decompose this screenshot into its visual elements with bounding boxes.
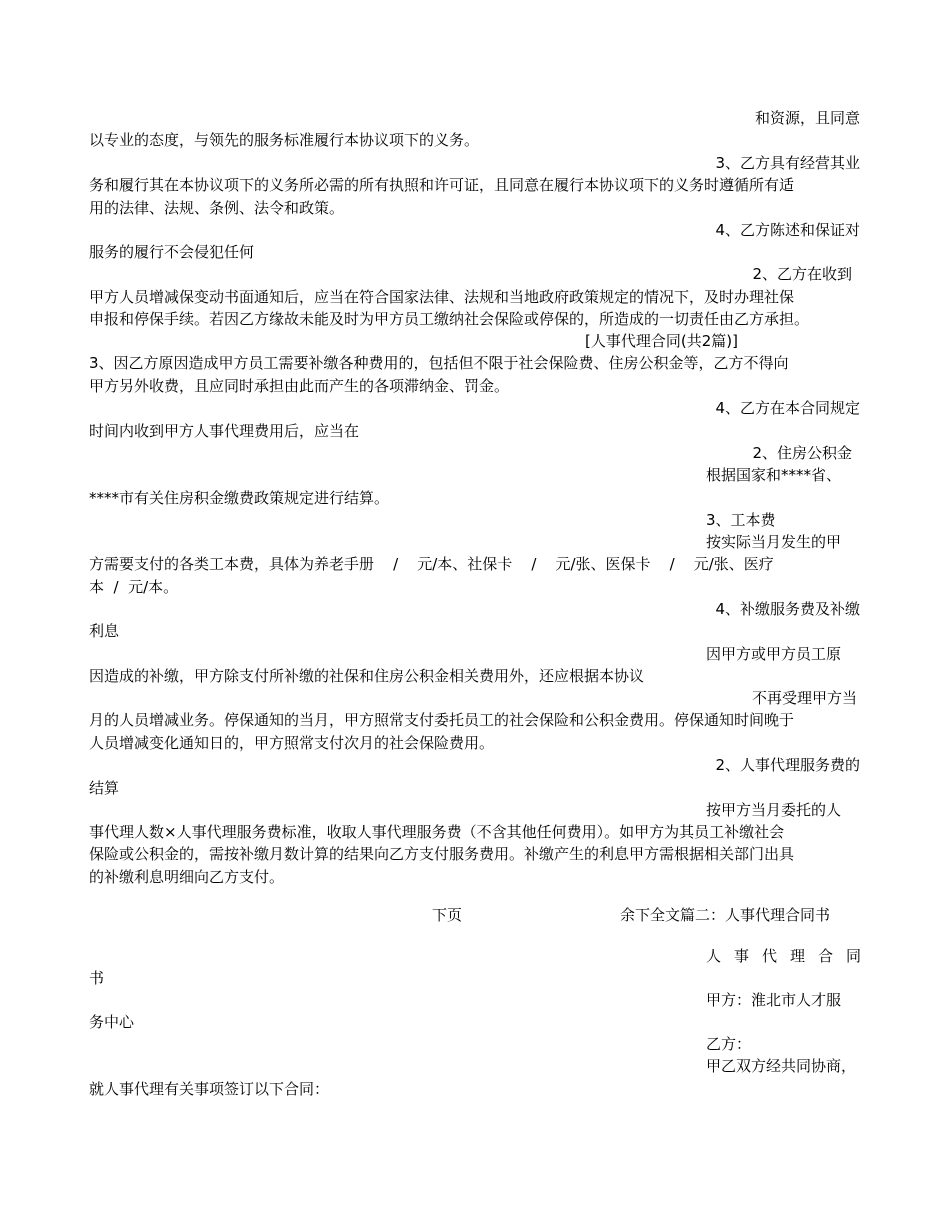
text-line: 不再受理甲方当 (751, 689, 857, 707)
text-line: 按甲方当月委托的人 (706, 801, 842, 819)
text-line: 的补缴利息明细向乙方支付。 (89, 868, 285, 886)
text-line: 方需要支付的各类工本费，具体为养老手册 / 元/本、社保卡 / 元/张、医保卡 / 元/张、医疗 (89, 555, 774, 573)
text-line: 结算 (89, 779, 120, 797)
text-line: 4、乙方在本合同规定 (715, 399, 860, 417)
contract-intro: 甲乙双方经共同协商， (706, 1057, 857, 1075)
contract-intro-continued: 就人事代理有关事项签订以下合同： (89, 1080, 330, 1098)
text-line: 利息 (89, 622, 120, 640)
text-line: 和资源，且同意 (754, 109, 860, 127)
text-line: 人员增减变化通知日的，甲方照常支付次月的社会保险费用。 (89, 734, 495, 752)
text-line: 用的法律、法规、条例、法令和政策。 (89, 199, 345, 217)
contract-title-continued: 书 (89, 969, 105, 987)
contract-title: 人事代理合同 (706, 947, 875, 965)
text-line: 3、工本费 (706, 511, 776, 529)
party-b: 乙方： (706, 1035, 752, 1053)
text-line: 甲方另外收费，且应同时承担由此而产生的各项滞纳金、罚金。 (89, 377, 510, 395)
text-line: 服务的履行不会侵犯任何 (89, 243, 255, 261)
text-line: 2、人事代理服务费的 (715, 756, 860, 774)
text-line: 月的人员增减业务。停保通知的当月，甲方照常支付委托员工的社会保险和公积金费用。停保通知时间晚于 (89, 711, 795, 729)
text-line: 3、因乙方原因造成甲方员工需要补缴各种费用的，包括但不限于社会保险费、住房公积金等，乙方不得向 (89, 354, 789, 372)
text-line: 2、乙方在收到 (752, 265, 852, 283)
text-line: 按实际当月发生的甲 (706, 533, 842, 551)
text-line: 事代理人数×人事代理服务费标准，收取人事代理服务费（不含其他任何费用）。如甲方为其员工补缴社会 (89, 823, 785, 841)
text-line: 保险或公积金的，需按补缴月数计算的结果向乙方支付服务费用。补缴产生的利息甲方需根据相关部门出具 (89, 845, 795, 863)
text-line: 4、补缴服务费及补缴 (715, 600, 860, 618)
next-page-link[interactable]: 下页 (432, 906, 463, 924)
text-line: 3、乙方具有经营其业 (715, 154, 860, 172)
text-line: 2、住房公积金 (752, 444, 852, 462)
text-line: ****市有关住房积金缴费政策规定进行结算。 (89, 489, 390, 507)
text-line: 甲方人员增减保变动书面通知后，应当在符合国家法律、法规和当地政府政策规定的情况下，及时办理社保 (89, 288, 795, 306)
text-line: 4、乙方陈述和保证对 (715, 221, 860, 239)
party-a-continued: 务中心 (89, 1013, 135, 1031)
bracket-title: [人事代理合同(共2篇)] (585, 332, 738, 350)
text-line: 本 / 元/本。 (89, 578, 179, 596)
text-line: 因甲方或甲方员工原 (706, 645, 842, 663)
text-line: 申报和停保手续。若因乙方缘故未能及时为甲方员工缴纳社会保险或停保的，所造成的一切责任由乙方承担。 (89, 310, 810, 328)
text-line: 时间内收到甲方人事代理费用后，应当在 (89, 422, 360, 440)
text-line: 因造成的补缴，甲方除支付所补缴的社保和住房公积金相关费用外，还应根据本协议 (89, 667, 645, 685)
text-line: 以专业的态度，与领先的服务标准履行本协议项下的义务。 (89, 131, 480, 149)
text-line: 务和履行其在本协议项下的义务所必需的所有执照和许可证，且同意在履行本协议项下的义务时遵循所有适 (89, 176, 795, 194)
text-line: 根据国家和****省、 (706, 466, 842, 484)
remaining-text-link[interactable]: 余下全文篇二：人事代理合同书 (620, 906, 831, 924)
party-a: 甲方：淮北市人才服 (706, 991, 842, 1009)
